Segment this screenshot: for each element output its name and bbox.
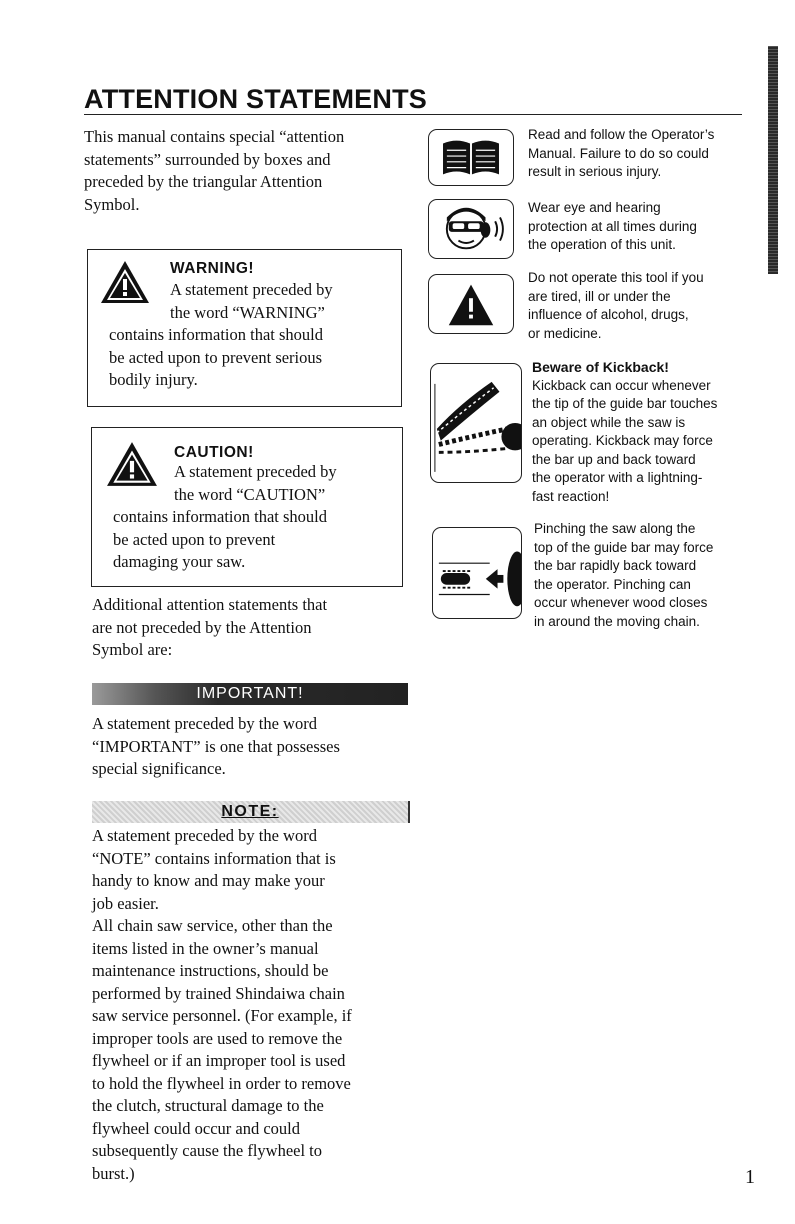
kickback-text: Beware of Kickback! Kickback can occur whenever the tip of the guide bar touches an object while the saw is operating. Kickback may force the bar up and back toward the operator with a lightning- fast reaction! [532, 358, 772, 506]
warning-triangle-icon [100, 260, 150, 304]
kickback-heading: Beware of Kickback! [532, 359, 669, 375]
book-icon [428, 129, 514, 186]
eye-ear-protection-icon [428, 199, 514, 259]
caution-box [91, 427, 403, 587]
read-manual-text: Read and follow the Operator’s Manual. Failure to do so could result in serious injury. [528, 127, 715, 179]
protection-text: Wear eye and hearing protection at all times during the operation of this unit. [528, 200, 697, 252]
kickback-icon [430, 363, 522, 483]
intro-paragraph: This manual contains special “attention statements” surrounded by boxes and preceded by the triangular Attention Symbol. [84, 127, 345, 214]
caution-text: contains information that should be acted upon to prevent damaging your saw. [113, 507, 328, 571]
warning-triangle-icon [428, 274, 514, 334]
warning-heading: WARNING! [170, 260, 255, 277]
caution-triangle-icon [106, 441, 158, 487]
title-divider [84, 114, 742, 115]
pinching-icon [432, 527, 522, 619]
important-paragraph: A statement preceded by the word “IMPORTANT” is one that possesses special significance. [92, 714, 340, 778]
pinching-text: Pinching the saw along the top of the guide bar may force the bar rapidly back toward the operator. Pinching can occur whenever wood closes in around the moving chain. [534, 521, 714, 629]
note-paragraph: A statement preceded by the word “NOTE” contains information that is handy to know and may make your job easier. All chain saw service, other than the items listed in the owner’s manual maintenance instructions, should be performed by trained Shindaiwa chain saw service personnel. (For example, if improper tools are used to remove the flywheel or if an improper tool is used to hold the flywheel in order to remove the clutch, structural damage to the flywheel could occur and could subsequently cause the flywheel to burst.) [92, 826, 352, 1183]
page-title: ATTENTION STATEMENTS [84, 84, 427, 114]
page-number: 1 [745, 1166, 755, 1188]
caution-text-indented: A statement preceded by the word “CAUTION” [174, 462, 337, 504]
caution-heading: CAUTION! [174, 444, 254, 461]
edge-tab-marker [768, 46, 778, 274]
warning-text-indented: A statement preceded by the word “WARNING” [170, 280, 333, 322]
note-banner: NOTE: [92, 801, 410, 823]
tired-text: Do not operate this tool if you are tired, ill or under the influence of alcohol, drugs, or medicine. [528, 270, 704, 341]
important-banner: IMPORTANT! [92, 683, 408, 705]
warning-text: contains information that should be acted upon to prevent serious bodily injury. [109, 325, 324, 389]
additional-statements-paragraph: Additional attention statements that are not preceded by the Attention Symbol are: [92, 595, 328, 659]
warning-box [87, 249, 402, 407]
